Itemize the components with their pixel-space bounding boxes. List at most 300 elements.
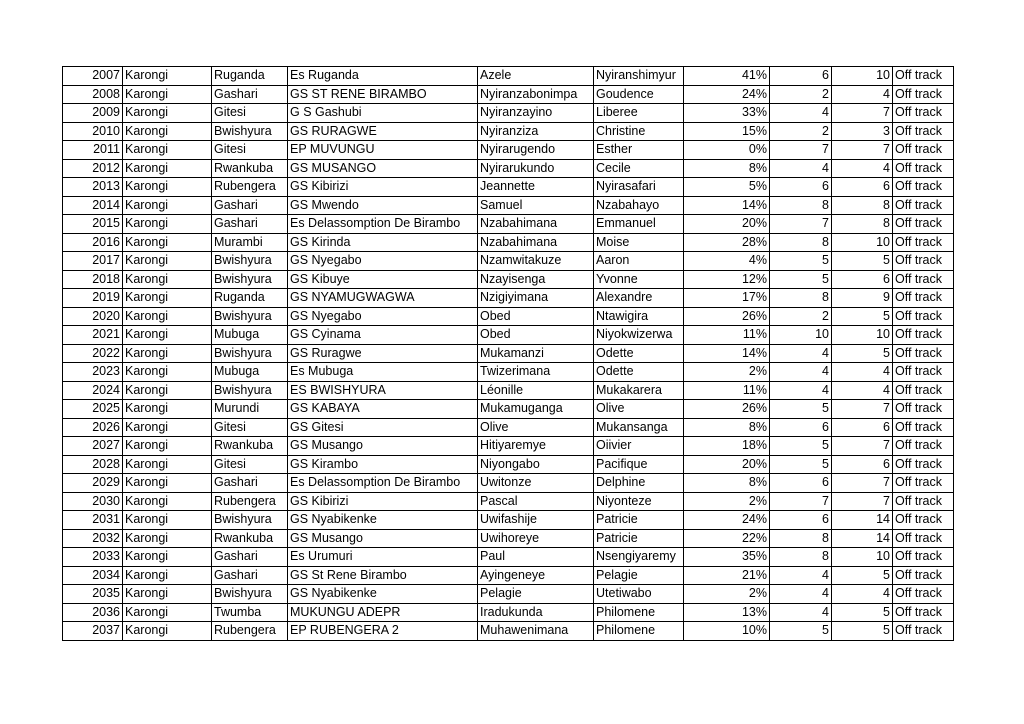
first-name-cell: Pacifique <box>594 455 684 474</box>
last-name-cell: Hitiyaremye <box>478 437 594 456</box>
last-name-cell: Obed <box>478 326 594 345</box>
data-table <box>62 66 954 641</box>
school-cell: GS NYAMUGWAGWA <box>288 289 478 308</box>
school-cell: GS RURAGWE <box>288 122 478 141</box>
school-cell: GS St Rene Birambo <box>288 566 478 585</box>
school-cell: GS Nyabikenke <box>288 585 478 604</box>
row-id-cell: 2008 <box>63 85 123 104</box>
percent-cell: 4% <box>684 252 770 271</box>
status-cell: Off track <box>893 418 954 437</box>
row-id-cell: 2033 <box>63 548 123 567</box>
sector-cell: Murundi <box>212 400 288 419</box>
school-cell: GS Ruragwe <box>288 344 478 363</box>
row-id-cell: 2019 <box>63 289 123 308</box>
count-b-cell: 7 <box>832 141 893 160</box>
sector-cell: Mubuga <box>212 326 288 345</box>
first-name-cell: Liberee <box>594 104 684 123</box>
percent-cell: 28% <box>684 233 770 252</box>
district-cell: Karongi <box>123 381 212 400</box>
count-a-cell: 4 <box>770 381 832 400</box>
first-name-cell: Ntawigira <box>594 307 684 326</box>
status-cell: Off track <box>893 529 954 548</box>
row-id-cell: 2037 <box>63 622 123 641</box>
row-id-cell: 2014 <box>63 196 123 215</box>
row-id-cell: 2015 <box>63 215 123 234</box>
sector-cell: Gashari <box>212 548 288 567</box>
sector-cell: Gashari <box>212 474 288 493</box>
sector-cell: Gashari <box>212 566 288 585</box>
district-cell: Karongi <box>123 270 212 289</box>
first-name-cell: Alexandre <box>594 289 684 308</box>
row-id-cell: 2021 <box>63 326 123 345</box>
count-a-cell: 6 <box>770 511 832 530</box>
sector-cell: Bwishyura <box>212 252 288 271</box>
district-cell: Karongi <box>123 603 212 622</box>
count-a-cell: 4 <box>770 104 832 123</box>
row-id-cell: 2027 <box>63 437 123 456</box>
row-id-cell: 2024 <box>63 381 123 400</box>
first-name-cell: Nyirasafari <box>594 178 684 197</box>
sector-cell: Ruganda <box>212 67 288 86</box>
last-name-cell: Olive <box>478 418 594 437</box>
district-cell: Karongi <box>123 511 212 530</box>
district-cell: Karongi <box>123 233 212 252</box>
sector-cell: Rwankuba <box>212 529 288 548</box>
status-cell: Off track <box>893 141 954 160</box>
table-row <box>63 307 954 326</box>
status-cell: Off track <box>893 252 954 271</box>
status-cell: Off track <box>893 585 954 604</box>
count-b-cell: 4 <box>832 381 893 400</box>
table-row <box>63 196 954 215</box>
count-b-cell: 6 <box>832 178 893 197</box>
sector-cell: Rubengera <box>212 492 288 511</box>
sector-cell: Mubuga <box>212 363 288 382</box>
percent-cell: 21% <box>684 566 770 585</box>
status-cell: Off track <box>893 474 954 493</box>
count-a-cell: 5 <box>770 455 832 474</box>
sector-cell: Bwishyura <box>212 511 288 530</box>
count-a-cell: 7 <box>770 215 832 234</box>
percent-cell: 8% <box>684 474 770 493</box>
school-cell: GS Gitesi <box>288 418 478 437</box>
district-cell: Karongi <box>123 622 212 641</box>
row-id-cell: 2030 <box>63 492 123 511</box>
count-b-cell: 5 <box>832 566 893 585</box>
table-row <box>63 122 954 141</box>
count-b-cell: 4 <box>832 585 893 604</box>
percent-cell: 14% <box>684 344 770 363</box>
count-a-cell: 4 <box>770 363 832 382</box>
count-b-cell: 4 <box>832 363 893 382</box>
first-name-cell: Oiivier <box>594 437 684 456</box>
school-cell: GS Kirinda <box>288 233 478 252</box>
count-b-cell: 14 <box>832 511 893 530</box>
status-cell: Off track <box>893 344 954 363</box>
percent-cell: 20% <box>684 455 770 474</box>
status-cell: Off track <box>893 233 954 252</box>
last-name-cell: Muhawenimana <box>478 622 594 641</box>
percent-cell: 0% <box>684 141 770 160</box>
sector-cell: Rubengera <box>212 178 288 197</box>
row-id-cell: 2016 <box>63 233 123 252</box>
table-body <box>63 67 954 641</box>
count-b-cell: 9 <box>832 289 893 308</box>
table-row <box>63 622 954 641</box>
first-name-cell: Pelagie <box>594 566 684 585</box>
status-cell: Off track <box>893 215 954 234</box>
status-cell: Off track <box>893 622 954 641</box>
table-row <box>63 437 954 456</box>
sector-cell: Gashari <box>212 196 288 215</box>
district-cell: Karongi <box>123 363 212 382</box>
percent-cell: 20% <box>684 215 770 234</box>
last-name-cell: Twizerimana <box>478 363 594 382</box>
sector-cell: Bwishyura <box>212 307 288 326</box>
school-cell: GS Cyinama <box>288 326 478 345</box>
sector-cell: Gashari <box>212 85 288 104</box>
first-name-cell: Yvonne <box>594 270 684 289</box>
first-name-cell: Niyokwizerwa <box>594 326 684 345</box>
table-row <box>63 289 954 308</box>
status-cell: Off track <box>893 122 954 141</box>
sector-cell: Rwankuba <box>212 159 288 178</box>
table-row <box>63 455 954 474</box>
row-id-cell: 2032 <box>63 529 123 548</box>
district-cell: Karongi <box>123 104 212 123</box>
count-a-cell: 7 <box>770 492 832 511</box>
first-name-cell: Cecile <box>594 159 684 178</box>
percent-cell: 26% <box>684 400 770 419</box>
district-cell: Karongi <box>123 289 212 308</box>
count-a-cell: 4 <box>770 603 832 622</box>
count-b-cell: 4 <box>832 85 893 104</box>
last-name-cell: Samuel <box>478 196 594 215</box>
school-cell: GS Musango <box>288 437 478 456</box>
sector-cell: Bwishyura <box>212 270 288 289</box>
count-b-cell: 6 <box>832 270 893 289</box>
sector-cell: Gitesi <box>212 455 288 474</box>
school-cell: G S Gashubi <box>288 104 478 123</box>
last-name-cell: Uwitonze <box>478 474 594 493</box>
table-row <box>63 603 954 622</box>
table-row <box>63 233 954 252</box>
percent-cell: 2% <box>684 363 770 382</box>
count-a-cell: 8 <box>770 233 832 252</box>
table-row <box>63 418 954 437</box>
percent-cell: 11% <box>684 381 770 400</box>
sector-cell: Gashari <box>212 215 288 234</box>
last-name-cell: Nyiranzabonimpa <box>478 85 594 104</box>
percent-cell: 15% <box>684 122 770 141</box>
first-name-cell: Niyonteze <box>594 492 684 511</box>
district-cell: Karongi <box>123 492 212 511</box>
first-name-cell: Patricie <box>594 529 684 548</box>
count-b-cell: 5 <box>832 252 893 271</box>
row-id-cell: 2020 <box>63 307 123 326</box>
sector-cell: Murambi <box>212 233 288 252</box>
table-row <box>63 215 954 234</box>
table-row <box>63 85 954 104</box>
status-cell: Off track <box>893 289 954 308</box>
district-cell: Karongi <box>123 418 212 437</box>
last-name-cell: Obed <box>478 307 594 326</box>
school-cell: Es Ruganda <box>288 67 478 86</box>
count-b-cell: 10 <box>832 233 893 252</box>
table-row <box>63 400 954 419</box>
table-row <box>63 511 954 530</box>
count-a-cell: 2 <box>770 85 832 104</box>
school-cell: GS Nyegabo <box>288 252 478 271</box>
first-name-cell: Utetiwabo <box>594 585 684 604</box>
table-row <box>63 104 954 123</box>
count-a-cell: 5 <box>770 270 832 289</box>
count-a-cell: 8 <box>770 289 832 308</box>
row-id-cell: 2018 <box>63 270 123 289</box>
district-cell: Karongi <box>123 400 212 419</box>
first-name-cell: Mukakarera <box>594 381 684 400</box>
percent-cell: 11% <box>684 326 770 345</box>
district-cell: Karongi <box>123 455 212 474</box>
table-row <box>63 381 954 400</box>
first-name-cell: Christine <box>594 122 684 141</box>
status-cell: Off track <box>893 196 954 215</box>
table-row <box>63 344 954 363</box>
last-name-cell: Nzayisenga <box>478 270 594 289</box>
status-cell: Off track <box>893 511 954 530</box>
row-id-cell: 2010 <box>63 122 123 141</box>
count-a-cell: 5 <box>770 400 832 419</box>
first-name-cell: Emmanuel <box>594 215 684 234</box>
table-row <box>63 474 954 493</box>
row-id-cell: 2012 <box>63 159 123 178</box>
count-b-cell: 10 <box>832 326 893 345</box>
sector-cell: Bwishyura <box>212 122 288 141</box>
school-cell: Es Delassomption De Birambo <box>288 474 478 493</box>
district-cell: Karongi <box>123 159 212 178</box>
percent-cell: 17% <box>684 289 770 308</box>
percent-cell: 22% <box>684 529 770 548</box>
first-name-cell: Delphine <box>594 474 684 493</box>
percent-cell: 13% <box>684 603 770 622</box>
table-row <box>63 159 954 178</box>
table-row <box>63 585 954 604</box>
last-name-cell: Jeannette <box>478 178 594 197</box>
percent-cell: 2% <box>684 492 770 511</box>
row-id-cell: 2023 <box>63 363 123 382</box>
status-cell: Off track <box>893 400 954 419</box>
table-row <box>63 363 954 382</box>
count-b-cell: 5 <box>832 603 893 622</box>
district-cell: Karongi <box>123 141 212 160</box>
last-name-cell: Nyiranzayino <box>478 104 594 123</box>
school-cell: GS Kibirizi <box>288 492 478 511</box>
last-name-cell: Nzabahimana <box>478 233 594 252</box>
row-id-cell: 2036 <box>63 603 123 622</box>
count-a-cell: 8 <box>770 548 832 567</box>
count-a-cell: 6 <box>770 474 832 493</box>
school-cell: GS MUSANGO <box>288 159 478 178</box>
last-name-cell: Ayingeneye <box>478 566 594 585</box>
sector-cell: Bwishyura <box>212 585 288 604</box>
first-name-cell: Nsengiyaremy <box>594 548 684 567</box>
first-name-cell: Odette <box>594 344 684 363</box>
count-a-cell: 6 <box>770 178 832 197</box>
district-cell: Karongi <box>123 437 212 456</box>
count-b-cell: 8 <box>832 215 893 234</box>
count-b-cell: 4 <box>832 159 893 178</box>
school-cell: GS KABAYA <box>288 400 478 419</box>
percent-cell: 24% <box>684 511 770 530</box>
school-cell: GS ST RENE BIRAMBO <box>288 85 478 104</box>
last-name-cell: Uwihoreye <box>478 529 594 548</box>
row-id-cell: 2026 <box>63 418 123 437</box>
first-name-cell: Moise <box>594 233 684 252</box>
percent-cell: 14% <box>684 196 770 215</box>
count-b-cell: 10 <box>832 67 893 86</box>
last-name-cell: Azele <box>478 67 594 86</box>
count-a-cell: 7 <box>770 141 832 160</box>
school-cell: GS Nyabikenke <box>288 511 478 530</box>
row-id-cell: 2022 <box>63 344 123 363</box>
status-cell: Off track <box>893 85 954 104</box>
count-b-cell: 5 <box>832 344 893 363</box>
row-id-cell: 2031 <box>63 511 123 530</box>
last-name-cell: Mukamanzi <box>478 344 594 363</box>
district-cell: Karongi <box>123 474 212 493</box>
school-cell: Es Urumuri <box>288 548 478 567</box>
table-row <box>63 252 954 271</box>
first-name-cell: Philomene <box>594 622 684 641</box>
row-id-cell: 2025 <box>63 400 123 419</box>
count-b-cell: 10 <box>832 548 893 567</box>
sector-cell: Gitesi <box>212 141 288 160</box>
table-row <box>63 270 954 289</box>
table-row <box>63 67 954 86</box>
last-name-cell: Nzigiyimana <box>478 289 594 308</box>
table-row <box>63 326 954 345</box>
table-row <box>63 178 954 197</box>
count-b-cell: 7 <box>832 437 893 456</box>
count-b-cell: 3 <box>832 122 893 141</box>
status-cell: Off track <box>893 548 954 567</box>
sector-cell: Rubengera <box>212 622 288 641</box>
district-cell: Karongi <box>123 307 212 326</box>
school-cell: GS Musango <box>288 529 478 548</box>
first-name-cell: Goudence <box>594 85 684 104</box>
district-cell: Karongi <box>123 85 212 104</box>
last-name-cell: Niyongabo <box>478 455 594 474</box>
school-cell: EP RUBENGERA 2 <box>288 622 478 641</box>
table-row <box>63 566 954 585</box>
percent-cell: 18% <box>684 437 770 456</box>
district-cell: Karongi <box>123 67 212 86</box>
count-a-cell: 4 <box>770 159 832 178</box>
sector-cell: Ruganda <box>212 289 288 308</box>
last-name-cell: Paul <box>478 548 594 567</box>
last-name-cell: Nzabahimana <box>478 215 594 234</box>
count-a-cell: 6 <box>770 67 832 86</box>
count-a-cell: 2 <box>770 307 832 326</box>
school-cell: ES BWISHYURA <box>288 381 478 400</box>
last-name-cell: Pelagie <box>478 585 594 604</box>
count-b-cell: 7 <box>832 104 893 123</box>
percent-cell: 12% <box>684 270 770 289</box>
status-cell: Off track <box>893 159 954 178</box>
count-b-cell: 7 <box>832 474 893 493</box>
first-name-cell: Nyiranshimyur <box>594 67 684 86</box>
last-name-cell: Uwifashije <box>478 511 594 530</box>
percent-cell: 24% <box>684 85 770 104</box>
percent-cell: 8% <box>684 159 770 178</box>
count-a-cell: 6 <box>770 418 832 437</box>
sector-cell: Twumba <box>212 603 288 622</box>
row-id-cell: 2011 <box>63 141 123 160</box>
status-cell: Off track <box>893 326 954 345</box>
last-name-cell: Léonille <box>478 381 594 400</box>
school-cell: GS Kirambo <box>288 455 478 474</box>
district-cell: Karongi <box>123 252 212 271</box>
table-row <box>63 548 954 567</box>
percent-cell: 8% <box>684 418 770 437</box>
school-cell: MUKUNGU ADEPR <box>288 603 478 622</box>
percent-cell: 33% <box>684 104 770 123</box>
status-cell: Off track <box>893 178 954 197</box>
count-a-cell: 10 <box>770 326 832 345</box>
last-name-cell: Nyiranziza <box>478 122 594 141</box>
last-name-cell: Nyirarugendo <box>478 141 594 160</box>
first-name-cell: Philomene <box>594 603 684 622</box>
status-cell: Off track <box>893 492 954 511</box>
last-name-cell: Nzamwitakuze <box>478 252 594 271</box>
status-cell: Off track <box>893 455 954 474</box>
status-cell: Off track <box>893 566 954 585</box>
last-name-cell: Iradukunda <box>478 603 594 622</box>
status-cell: Off track <box>893 437 954 456</box>
school-cell: Es Mubuga <box>288 363 478 382</box>
status-cell: Off track <box>893 363 954 382</box>
row-id-cell: 2007 <box>63 67 123 86</box>
count-a-cell: 4 <box>770 566 832 585</box>
table-row <box>63 529 954 548</box>
count-b-cell: 7 <box>832 492 893 511</box>
first-name-cell: Odette <box>594 363 684 382</box>
count-a-cell: 5 <box>770 622 832 641</box>
row-id-cell: 2029 <box>63 474 123 493</box>
last-name-cell: Pascal <box>478 492 594 511</box>
district-cell: Karongi <box>123 215 212 234</box>
district-cell: Karongi <box>123 122 212 141</box>
status-cell: Off track <box>893 307 954 326</box>
first-name-cell: Esther <box>594 141 684 160</box>
district-cell: Karongi <box>123 529 212 548</box>
first-name-cell: Patricie <box>594 511 684 530</box>
last-name-cell: Nyirarukundo <box>478 159 594 178</box>
percent-cell: 26% <box>684 307 770 326</box>
count-a-cell: 5 <box>770 437 832 456</box>
school-cell: GS Kibuye <box>288 270 478 289</box>
status-cell: Off track <box>893 381 954 400</box>
last-name-cell: Mukamuganga <box>478 400 594 419</box>
school-cell: GS Mwendo <box>288 196 478 215</box>
percent-cell: 2% <box>684 585 770 604</box>
count-a-cell: 4 <box>770 585 832 604</box>
district-cell: Karongi <box>123 344 212 363</box>
count-a-cell: 8 <box>770 529 832 548</box>
row-id-cell: 2009 <box>63 104 123 123</box>
count-b-cell: 8 <box>832 196 893 215</box>
sector-cell: Gitesi <box>212 418 288 437</box>
